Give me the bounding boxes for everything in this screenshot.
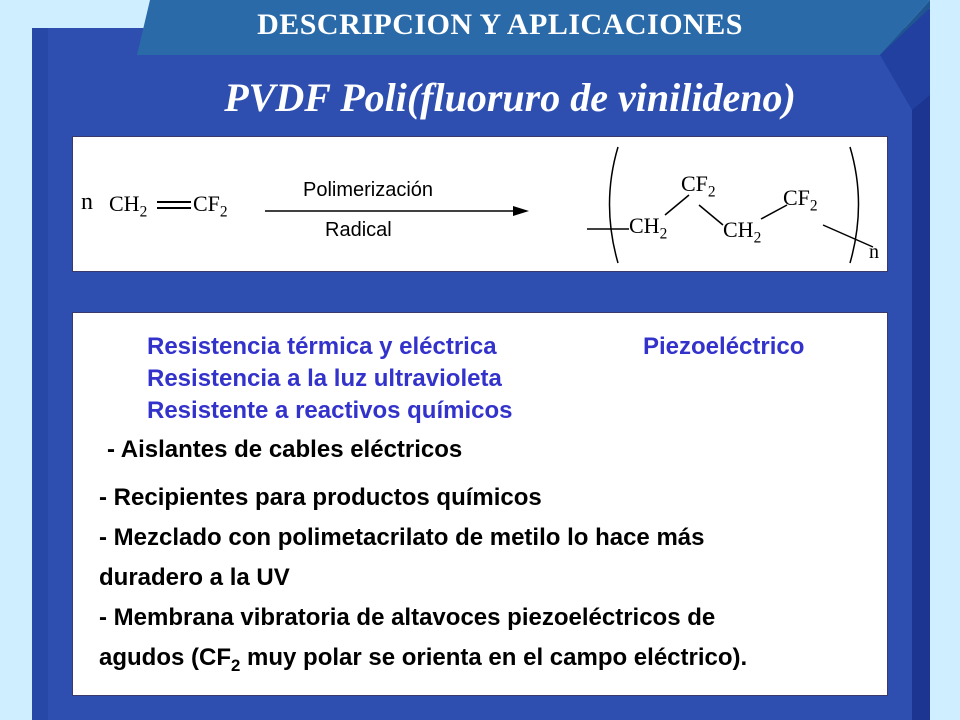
- slide-heading: DESCRIPCION Y APLICACIONES: [257, 8, 743, 41]
- reaction-coefficient: n: [81, 189, 93, 215]
- property-item: Resistencia térmica y eléctrica: [147, 333, 497, 360]
- product-repeat-n: n: [869, 241, 879, 263]
- product-ch2-b: $CH_2$: [723, 217, 762, 247]
- left-bracket: [610, 147, 619, 263]
- product-cf2-b: $CF_2$: [783, 185, 818, 215]
- chain-bond-2: [699, 205, 723, 225]
- property-item: Resistente a reactivos químicos: [147, 397, 513, 424]
- monomer-ch2-label: CH: [109, 191, 140, 216]
- left-edge: [32, 28, 48, 720]
- arrow-label-bottom: Radical: [325, 219, 392, 241]
- chain-bond-right: [823, 225, 873, 247]
- reaction-arrow-head: [513, 206, 529, 216]
- right-edge: [912, 95, 930, 720]
- property-extra: Piezoeléctrico: [643, 333, 805, 360]
- monomer-cf2-label: CF: [193, 191, 220, 216]
- monomer-cf2-sub: 2: [219, 203, 228, 221]
- application-item: - Aislantes de cables eléctricos: [107, 436, 463, 463]
- product-cf2-a: $CF_2$: [681, 171, 716, 201]
- application-item: - Mezclado con polimetacrilato de metilo lo hace más: [99, 524, 705, 551]
- slide-title: PVDF Poli(fluoruro de vinilideno): [224, 75, 796, 120]
- application-item: - Membrana vibratoria de altavoces piezoeléctricos de: [99, 604, 716, 631]
- reaction-panel: [72, 136, 888, 272]
- application-item-continued: agudos ($CF_2$ muy polar se orienta en el campo eléctrico).: [99, 644, 748, 675]
- arrow-label-top: Polimerización: [303, 179, 434, 201]
- properties-panel: [72, 312, 888, 696]
- monomer-cf2: [193, 191, 228, 221]
- right-bracket: [850, 147, 859, 263]
- monomer-ch2-sub: 2: [139, 203, 148, 221]
- bottom-right-corner: [930, 0, 960, 720]
- application-item-continued: duradero a la UV: [99, 564, 290, 591]
- application-item: - Recipientes para productos químicos: [99, 484, 542, 511]
- monomer-ch2: [109, 191, 147, 221]
- property-item: Resistencia a la luz ultravioleta: [147, 365, 502, 392]
- product-ch2-a: $CH_2$: [629, 213, 668, 243]
